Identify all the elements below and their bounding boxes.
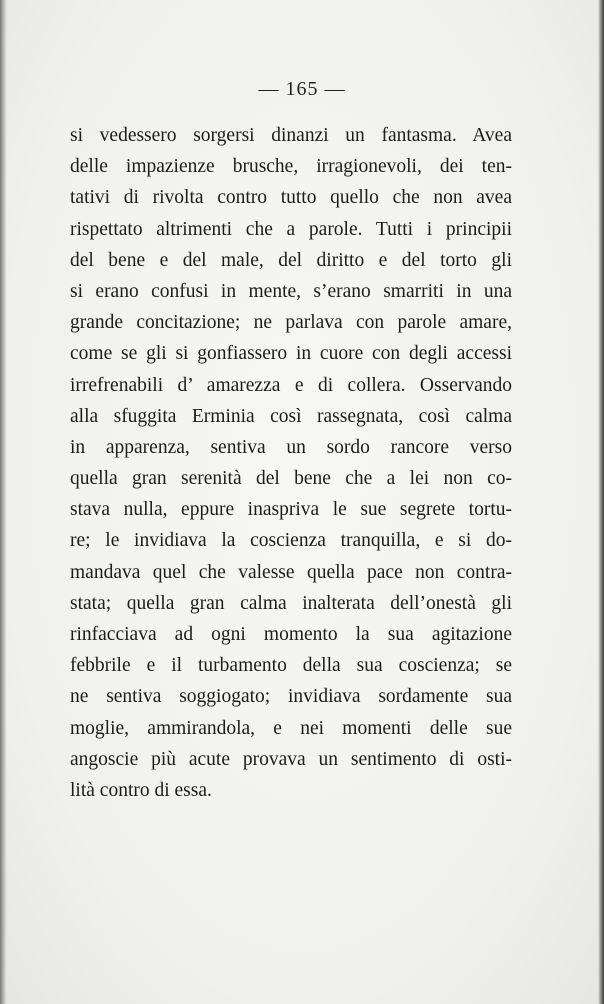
text-line: come se gli si gonfiassero in cuore con degli accessi bbox=[70, 343, 512, 365]
text-line: alla sfuggita Erminia così rassegnata, così calma bbox=[70, 405, 512, 427]
text-line: ne sentiva soggiogato; invidiava sordamente sua bbox=[70, 686, 512, 708]
text-line: rispettato altrimenti che a parole. Tutti i principii bbox=[70, 218, 512, 240]
text-line: stata; quella gran calma inalterata dell’onestà gli bbox=[70, 592, 512, 614]
text-line: angoscie più acute provava un sentimento di osti- bbox=[70, 748, 512, 770]
page-right-edge bbox=[598, 0, 604, 1004]
text-line: re; le invidiava la coscienza tranquilla, e si do- bbox=[70, 530, 512, 552]
page-number: — 165 — bbox=[258, 78, 346, 100]
text-line: quella gran serenità del bene che a lei non co- bbox=[70, 468, 512, 490]
text-line: stava nulla, eppure inaspriva le sue segrete tortu- bbox=[70, 499, 512, 521]
body-text bbox=[70, 120, 512, 806]
page-left-edge bbox=[0, 0, 7, 1004]
text-line: grande concitazione; ne parlava con parole amare, bbox=[70, 312, 512, 334]
text-line: lità contro di essa. bbox=[70, 779, 212, 801]
text-line: mandava quel che valesse quella pace non contra- bbox=[70, 561, 512, 583]
text-line: delle impazienze brusche, irragionevoli, dei ten- bbox=[70, 156, 512, 178]
text-line: rinfacciava ad ogni momento la sua agitazione bbox=[70, 624, 512, 645]
text-line: moglie, ammirandola, e nei momenti delle sue bbox=[70, 717, 512, 739]
text-line: irrefrenabili d’ amarezza e di collera. Osservando bbox=[70, 374, 512, 396]
text-line: del bene e del male, del diritto e del torto gli bbox=[70, 249, 512, 271]
text-line: febbrile e il turbamento della sua coscienza; se bbox=[70, 655, 512, 677]
text-line: in apparenza, sentiva un sordo rancore verso bbox=[70, 436, 512, 458]
text-line: si erano confusi in mente, s’erano smarriti in una bbox=[70, 280, 512, 302]
text-line: tativi di rivolta contro tutto quello che non avea bbox=[70, 187, 512, 209]
text-line: si vedessero sorgersi dinanzi un fantasma. Avea bbox=[70, 125, 512, 146]
